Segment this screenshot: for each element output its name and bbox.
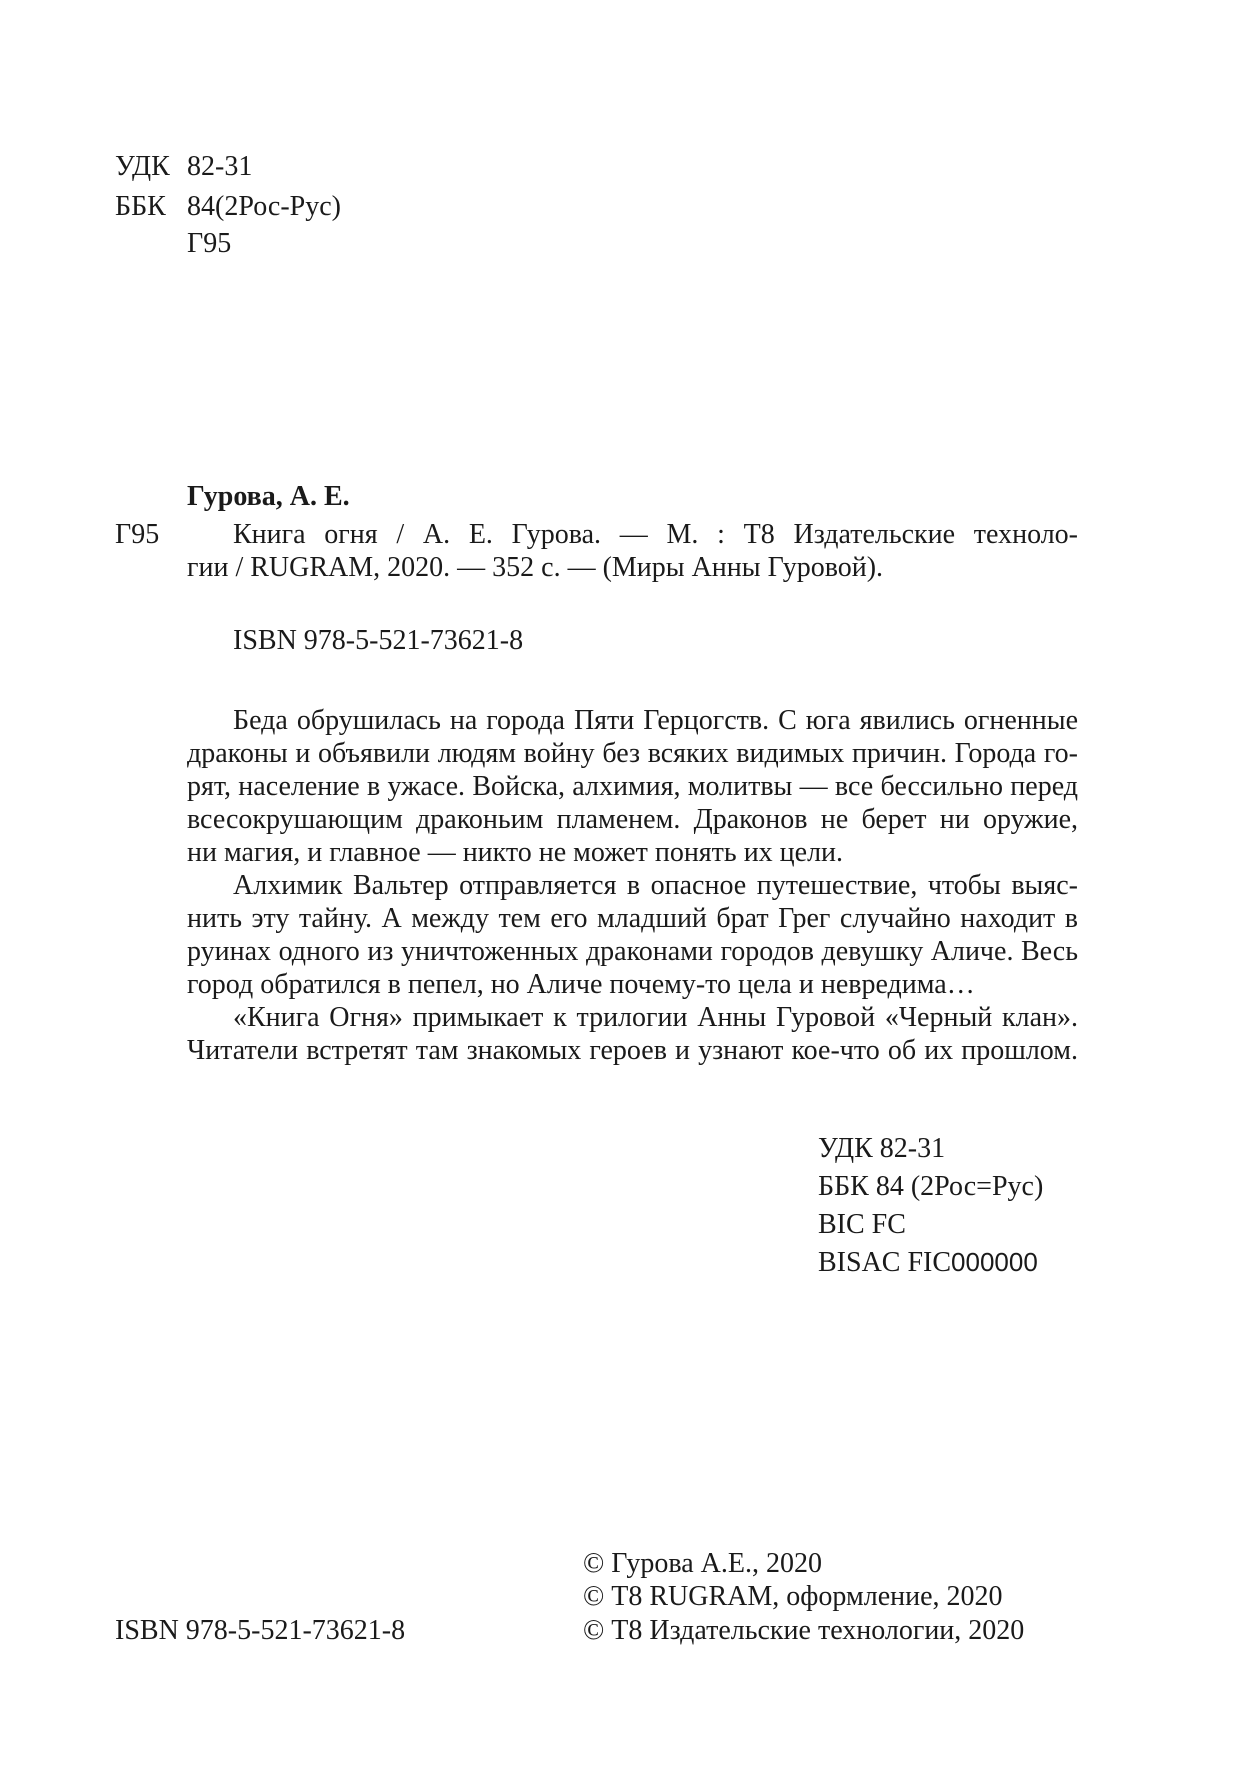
author-heading: Гурова, А. Е. (187, 481, 350, 512)
class-udk: УДК 82-31 (818, 1133, 946, 1164)
annotation-line: Читатели встретят там знакомых героев и узнают кое-что об их прошлом. (187, 1035, 1078, 1066)
class-bbk: ББК 84 (2Рос=Рус) (818, 1171, 1044, 1202)
class-bisac-prefix: BISAC FIC (818, 1247, 952, 1278)
top-udk-value: 82-31 (187, 151, 253, 182)
annotation (187, 704, 1078, 1067)
top-udk-label: УДК (115, 151, 170, 182)
annotation-line: рят, население в ужасе. Войска, алхимия, молитвы — все бессильно перед (187, 771, 1078, 802)
top-author-mark: Г95 (187, 228, 232, 259)
copyright-line: © Т8 RUGRAM, оформление, 2020 (583, 1581, 1003, 1612)
bib-description (187, 518, 1078, 584)
annotation-line: Алхимик Вальтер отправляется в опасное путешествие, чтобы выяс- (233, 870, 1078, 901)
class-bic: BIC FC (818, 1209, 906, 1240)
annotation-line: Беда обрушилась на города Пяти Герцогств. С юга явились огненные (233, 705, 1078, 736)
bib-author-mark: Г95 (115, 519, 160, 550)
annotation-line: нить эту тайну. А между тем его младший брат Грег случайно находит в (187, 903, 1078, 934)
annotation-line: ни магия, и главное — никто не может понять их цели. (187, 837, 844, 868)
annotation-line: город обратился в пепел, но Аличе почему-то цела и невредима… (187, 969, 975, 1000)
annotation-line: всесокрушающим драконьим пламенем. Драконов не берет ни оружие, (187, 804, 1078, 835)
copyright-line: © Гурова А.Е., 2020 (583, 1548, 822, 1579)
bib-line-2: гии / RUGRAM, 2020. — 352 с. — (Миры Анны Гуровой). (187, 552, 884, 583)
top-bbk-line (115, 190, 341, 223)
class-bisac (818, 1246, 1038, 1279)
class-bisac-code: 000000 (951, 1247, 1038, 1277)
top-bbk-label: ББК (115, 191, 166, 222)
top-udk-line (115, 150, 252, 183)
copyright-line: © Т8 Издательские технологии, 2020 (583, 1615, 1025, 1646)
annotation-line: руинах одного из уничтоженных драконами городов девушку Аличе. Весь (187, 936, 1078, 967)
annotation-line: драконы и объявили людям войну без всяких видимых причин. Города го- (187, 738, 1078, 769)
bib-line-1: Книга огня / А. Е. Гурова. — М. : Т8 Издательские техноло- (233, 519, 1078, 550)
bottom-isbn: ISBN 978-5-521-73621-8 (115, 1615, 406, 1646)
bib-isbn: ISBN 978-5-521-73621-8 (233, 625, 524, 656)
top-bbk-value: 84(2Рос-Рус) (187, 191, 341, 222)
annotation-line: «Книга Огня» примыкает к трилогии Анны Гуровой «Черный клан». (233, 1002, 1078, 1033)
